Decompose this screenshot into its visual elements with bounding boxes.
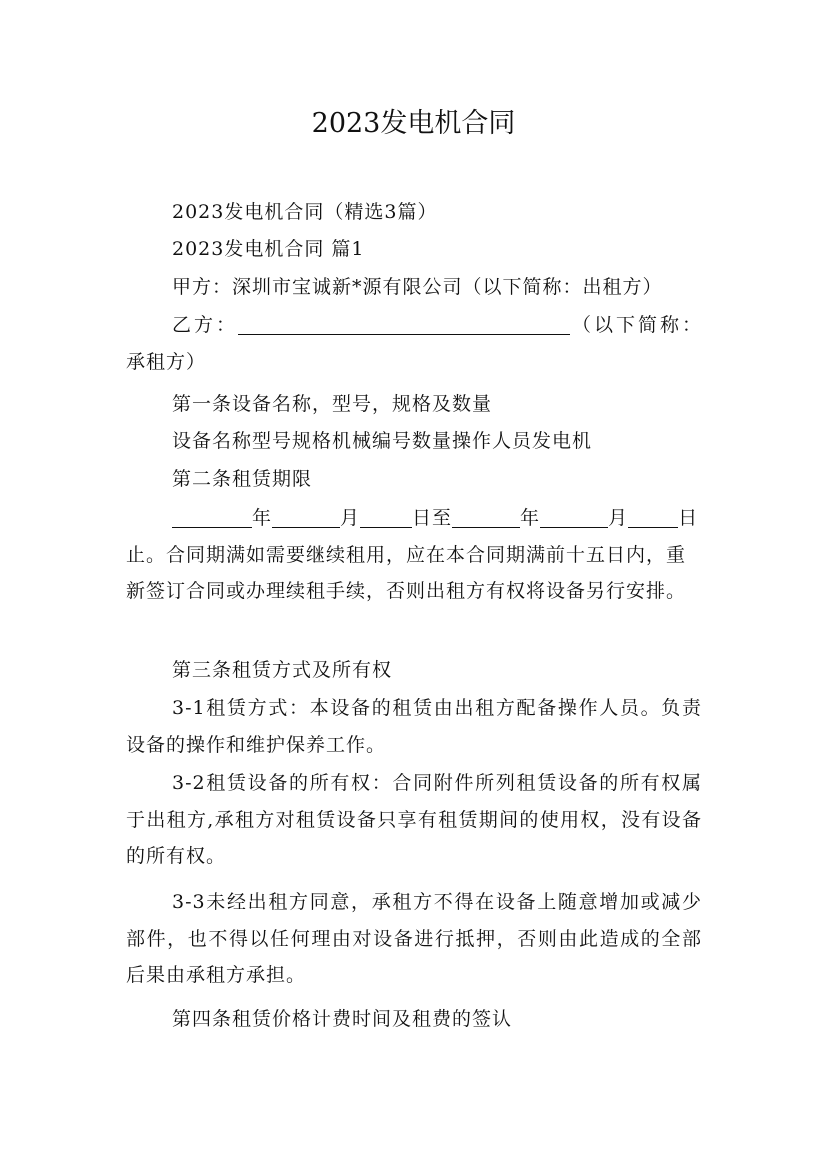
article-1-heading: 第一条设备名称，型号，规格及数量 [172,393,493,415]
day-to-label: 日至 [412,507,453,529]
clause-3-2: 3-2租赁设备的所有权：合同附件所列租赁设备的所有权属于出租方,承租方对租赁设备只享有租赁期间的使用权，没有设备的所有权。 [126,772,702,867]
clause-3-3: 3-3未经出租方同意，承租方不得在设备上随意增加或减少部件，也不得以任何理由对设备进行抵押，否则由此造成的全部后果由承租方承担。 [126,891,702,986]
document-title: 2023发电机合同 [311,108,516,139]
year-label: 年 [252,507,273,529]
start-month-blank [272,507,340,528]
year-label: 年 [520,507,541,529]
section-heading: 2023发电机合同 篇1 [172,238,365,260]
start-day-blank [360,507,412,528]
month-label: 月 [340,507,361,529]
party-b-blank [238,314,570,335]
equipment-table-header: 设备名称型号规格机械编号数量操作人员发电机 [172,430,593,452]
subtitle-line: 2023发电机合同（精选3篇） [172,201,438,223]
month-label: 月 [608,507,629,529]
lease-term-rest: 日止。合同期满如需要继续租用，应在本合同期满前十五日内，重新签订合同或办理续租手续，否则出租方有权将设备另行安排。 [126,507,699,602]
party-a-line: 甲方：深圳市宝诚新*源有限公司（以下简称：出租方） [172,276,663,298]
article-3-heading: 第三条租赁方式及所有权 [172,659,393,681]
clause-3-1: 3-1租赁方式：本设备的租赁由出租方配备操作人员。负责设备的操作和维护保养工作。 [126,697,702,756]
start-year-blank [172,507,252,528]
end-day-blank [628,507,678,528]
party-b-label: 乙方： [172,314,238,336]
party-b-line [126,307,702,380]
end-month-blank [540,507,608,528]
article-2-heading: 第二条租赁期限 [172,468,313,490]
lease-term-line [126,500,702,610]
party-b-suffix: （以下简称：承租方） [126,314,702,373]
article-4-heading: 第四条租赁价格计费时间及租费的签认 [172,1008,513,1030]
end-year-blank [452,507,520,528]
